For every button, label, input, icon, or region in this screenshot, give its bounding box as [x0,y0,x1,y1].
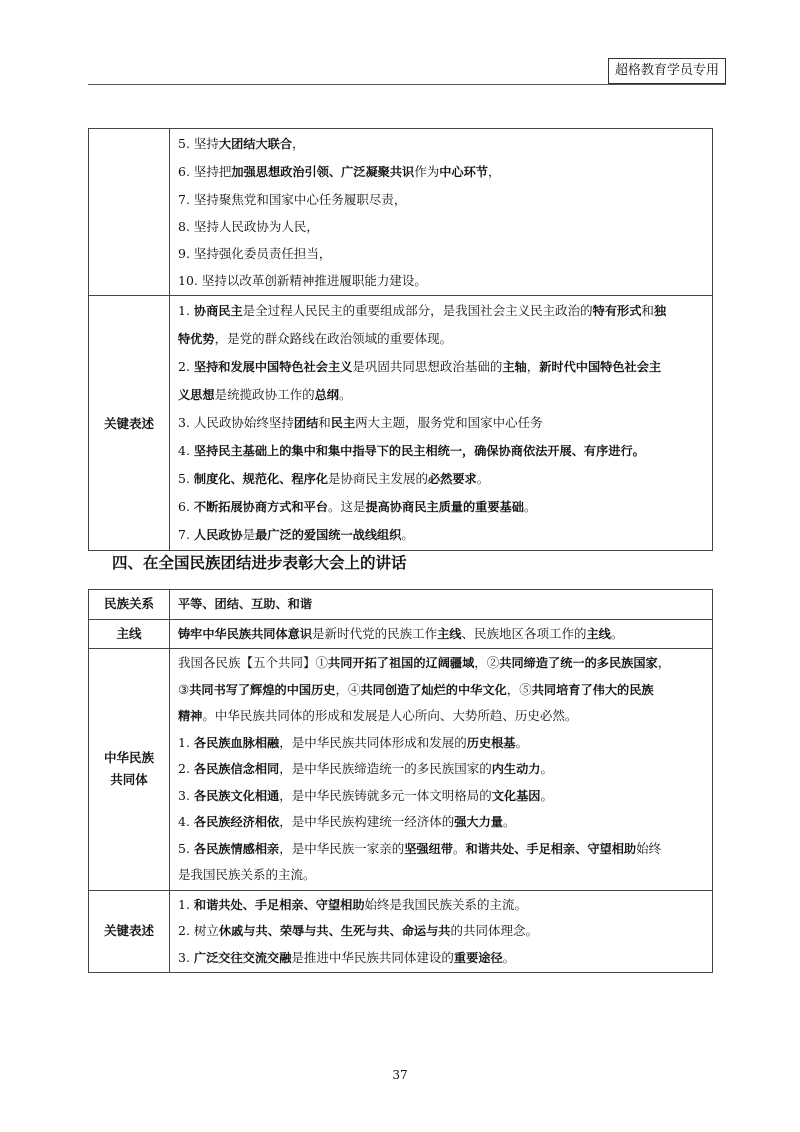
text-segment: ，是党的群众路线在政治领域的重要体现。 [214,331,453,346]
table-part3 [88,128,713,551]
row-content [170,619,713,649]
content-line [178,945,706,972]
text-segment: ，⑤ [506,681,532,697]
text-segment: 。 [452,840,466,856]
text-segment: 最广泛的爱国统一战线组织 [255,528,402,542]
text-segment: 共同书写了辉煌的中国历史 [189,682,336,697]
text-segment: 。 [523,499,537,514]
content-line [178,130,706,158]
text-segment: 2. [178,761,194,776]
text-segment: 共同开拓了祖国的辽阔疆域 [328,656,475,670]
content-line [178,381,706,409]
text-segment: 是协商民主发展的 [327,471,428,486]
text-segment: 强大力量 [454,815,503,829]
text-segment: 。 [502,814,516,829]
content-line [178,437,706,465]
text-segment: 坚强纽带 [404,841,453,856]
table-row [89,590,713,620]
text-segment: 民主 [330,416,356,430]
content-line [178,465,706,493]
text-segment: 。 [502,949,516,965]
text-segment: 平等、团结、互助、和谐 [178,597,313,611]
text-segment: ， [487,164,501,179]
text-segment: 特有形式 [592,304,642,318]
text-segment: ，是中华民族构建统一经济体的 [279,814,455,829]
row-label [89,649,170,891]
text-segment: 中心环节 [439,165,488,179]
text-segment: 是 [242,527,256,542]
text-segment: 文化基因 [491,788,541,803]
text-segment: 6. 坚持把 [178,164,232,179]
text-segment: 。 [338,387,352,402]
text-segment: 。 [401,527,414,542]
content-line [178,521,706,549]
row-label-line: 中华民族 [103,750,154,766]
content-line [178,650,706,677]
text-segment: 主线 [437,626,462,641]
content-line [178,240,706,267]
text-segment: 我国各民族【五个共同】① [178,655,329,670]
text-segment: 4. [178,443,194,458]
text-segment: 。 [540,787,553,803]
row-label [89,129,170,296]
section-title: 四、在全国民族团结进步表彰大会上的讲话 [112,553,407,572]
text-segment: 和谐共处、手足相亲、守望相助 [465,841,637,856]
table-row [89,129,713,296]
text-segment: 6. [178,499,194,514]
text-segment: 9. 坚持强化委员责任担当， [178,246,332,261]
text-segment: 的共同体理念。 [450,923,538,938]
table-row [89,296,713,551]
text-segment: 铸牢中华民族共同体意识 [178,626,313,641]
content-line [178,186,706,213]
text-segment: 是新时代党的民族工作 [312,625,438,641]
text-segment: 总纲 [314,388,339,402]
text-segment: 不断拓展协商方式和平台 [193,500,328,514]
text-segment: 和 [641,303,654,318]
text-segment: 共同缔造了统一的多民族国家 [499,656,658,670]
text-segment: 4. [178,814,194,829]
row-label: 民族关系 [89,590,170,620]
text-segment: 大团结大联合 [218,137,293,151]
row-label-line: 共同体 [110,772,148,788]
content-line [178,213,706,240]
text-segment: 共同培育了伟大的民族 [531,682,654,697]
text-segment: 团结 [293,416,319,430]
table-row [89,890,713,973]
text-segment: 独 [653,304,667,318]
text-segment: 7. 坚持聚焦党和国家中心任务履职尽责， [178,192,407,207]
text-segment: 必然要求 [427,472,477,486]
content-line [178,353,706,381]
text-segment: 。 [476,471,490,486]
text-segment: ，② [474,655,500,670]
text-segment: ，是中华民族一家亲的 [279,840,405,856]
text-segment: 是全过程人民民主的重要组成部分，是我国社会主义民主政治的 [242,303,593,318]
content-line [178,809,706,836]
text-segment: 休戚与共、荣辱与共、生死与共、命运与共 [218,924,451,938]
text-segment: 坚持和发展中国特色社会主义 [193,360,353,374]
text-segment: 精神 [178,709,203,723]
text-segment: ，是中华民族共同体形成和发展的 [279,734,467,750]
text-segment: 重要途径 [453,950,503,965]
text-segment: 各民族经济相依 [193,815,280,829]
text-segment: 和谐共处、手足相亲、守望相助 [193,897,365,912]
text-segment: 作为 [414,164,440,179]
table-part4 [88,589,713,973]
text-segment: 。 [515,734,528,750]
text-segment: 新时代中国特色社会主 [539,360,662,374]
text-segment: 始终是我国民族关系的主流。 [364,896,528,912]
text-segment: 5. [178,471,194,486]
text-segment: 主轴 [502,360,527,374]
text-segment: ， [526,359,540,374]
text-segment: 、民族地区各项工作的 [461,625,587,641]
row-content [170,296,713,551]
text-segment: 各民族文化相通 [193,788,280,803]
content-line [178,409,706,437]
text-segment: 各民族情感相亲 [193,841,280,856]
text-segment: 1. [178,303,194,318]
row-content [170,129,713,296]
text-segment: ， [657,655,671,670]
content-line [178,918,706,945]
text-segment: 各民族信念相同 [193,762,280,776]
text-segment: 10. 坚持以改革创新精神推进履职能力建设。 [178,273,427,288]
content-line [178,325,706,353]
text-segment: 8. 坚持人民政协为人民， [178,219,319,234]
content-line [178,836,706,863]
text-segment: 加强思想政治引领、广泛凝聚共识 [231,165,415,179]
text-segment: 5. [178,840,194,856]
text-segment: 2. [178,359,194,374]
row-content [170,890,713,973]
text-segment: 1. [178,896,194,912]
content-line [178,730,706,757]
text-segment: 始终 [636,840,662,856]
content-line [178,158,706,186]
header-rule [88,84,726,85]
text-segment: 义思想 [178,388,215,402]
content-line [178,862,706,889]
text-segment: 。 [610,625,624,641]
text-segment: ，④ [335,681,361,697]
text-segment: 人民政协 [193,528,243,542]
text-segment: 3. 人民政协始终坚持 [178,415,294,430]
row-label: 关键表述 [89,890,170,973]
text-segment: 是巩固共同思想政治基础的 [352,359,503,374]
content-line [178,267,706,294]
text-segment: 各民族血脉相融 [193,735,280,750]
text-segment: 坚持民主基础上的集中和集中指导下的民主相统一，确保协商依法开展、有序进行。 [193,444,645,458]
text-segment: 2. 树立 [178,923,219,938]
row-content [170,649,713,891]
text-segment: 。这是 [327,499,366,514]
text-segment: 提高协商民主质量的重要基础 [365,500,524,514]
text-segment: 。中华民族共同体的形成和发展是人心所向、大势所趋、历史必然。 [202,708,578,723]
text-segment: 。 [540,761,553,776]
text-segment: 协商民主 [193,304,243,318]
text-segment: ③ [178,681,190,697]
content-line [178,297,706,325]
text-segment: 是统揽政协工作的 [214,387,315,402]
row-label: 关键表述 [89,296,170,551]
text-segment: 历史根基 [466,735,516,750]
text-segment: 是我国民族关系的主流。 [178,867,316,882]
header-tag: 超格教育学员专用 [608,58,726,84]
text-segment: 广泛交往交流交融 [193,950,292,965]
content-line [178,493,706,521]
text-segment: 7. [178,527,194,542]
text-segment: 3. [178,949,194,965]
text-segment: ， [292,136,305,151]
text-segment: 是推进中华民族共同体建设的 [291,949,454,965]
text-segment: ，是中华民族铸就多元一体文明格局的 [279,787,492,803]
text-segment: 3. [178,787,194,803]
content-line [178,783,706,810]
text-segment: 制度化、规范化、程序化 [193,472,328,486]
content-line [178,892,706,919]
text-segment: 5. 坚持 [178,136,219,151]
content-line [178,677,706,704]
content-line [178,621,706,648]
text-segment: 特优势 [178,332,215,346]
table-row [89,619,713,649]
text-segment: ，是中华民族缔造统一的多民族国家的 [279,761,492,776]
text-segment: 内生动力 [491,762,541,776]
row-label: 主线 [89,619,170,649]
text-segment: 和 [318,415,331,430]
content-line [178,703,706,730]
content-line [178,591,706,618]
content-line [178,756,706,783]
text-segment: 共同创造了灿烂的中华文化 [360,682,507,697]
text-segment: 主线 [586,626,611,641]
text-segment: 两大主题，服务党和国家中心任务 [355,415,543,430]
page-number: 37 [392,1068,408,1082]
table-row [89,649,713,891]
row-content [170,590,713,620]
text-segment: 1. [178,734,194,750]
